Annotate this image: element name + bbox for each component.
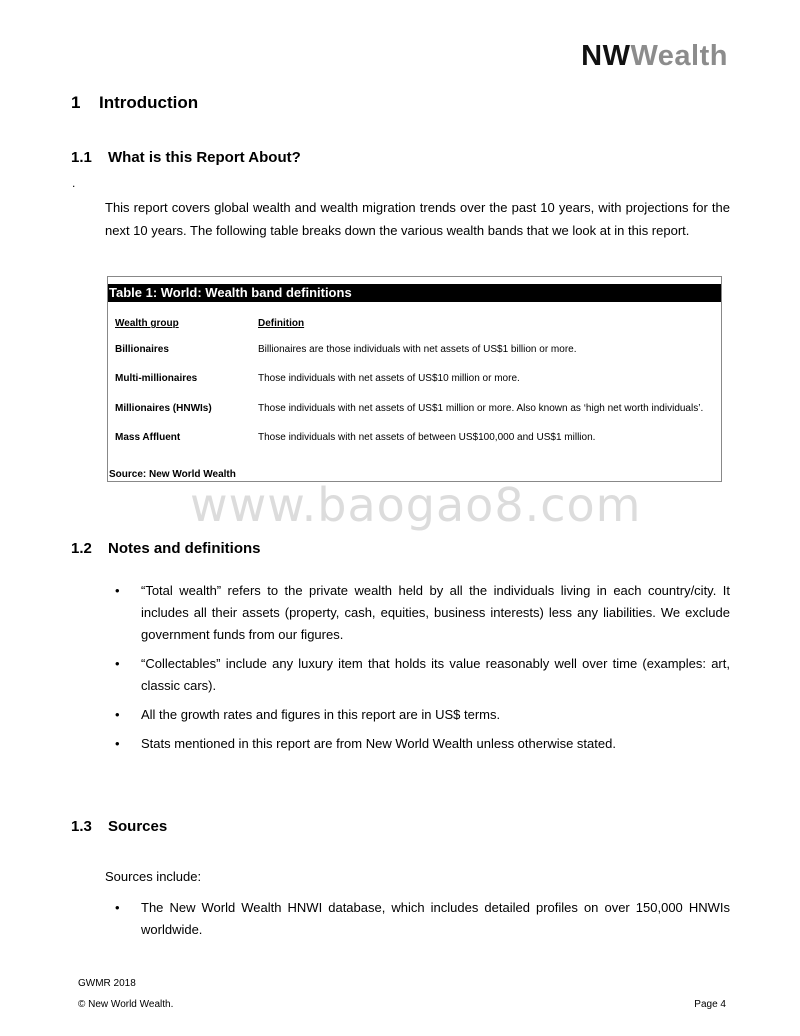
section-1-heading bbox=[71, 93, 198, 113]
section-1-2-heading bbox=[71, 540, 261, 557]
table-title: Table 1: World: Wealth band definitions bbox=[108, 284, 721, 302]
list-item-text: The New World Wealth HNWI database, which includes detailed profiles on over 150,000 HNWIs worldwide. bbox=[141, 900, 730, 937]
row-definition: Billionaires are those individuals with net assets of US$1 billion or more. bbox=[258, 344, 577, 355]
list-item-text: “Collectables” include any luxury item that holds its value reasonably well over time (examples: art, classic cars). bbox=[141, 656, 730, 693]
section-1-3-heading bbox=[71, 818, 167, 835]
row-definition: Those individuals with net assets of US$10 million or more. bbox=[258, 373, 520, 384]
list-item bbox=[105, 653, 730, 697]
list-item bbox=[105, 580, 730, 646]
list-item bbox=[105, 704, 730, 726]
sources-bullet-list bbox=[105, 897, 730, 948]
logo-wealth-text: Wealth bbox=[630, 40, 728, 72]
bullet-icon: • bbox=[115, 583, 120, 598]
table-header-definition: Definition bbox=[258, 318, 305, 329]
bullet-icon: • bbox=[115, 736, 120, 751]
table-source: Source: New World Wealth bbox=[109, 469, 236, 480]
bullet-icon: • bbox=[115, 707, 120, 722]
row-group: Mass Affluent bbox=[115, 432, 181, 443]
list-item-text: All the growth rates and figures in this report are in US$ terms. bbox=[141, 707, 501, 722]
section-title: Notes and definitions bbox=[108, 540, 261, 557]
section-number: 1.1 bbox=[71, 149, 92, 166]
section-number: 1.3 bbox=[71, 818, 92, 835]
row-definition: Those individuals with net assets of between US$100,000 and US$1 million. bbox=[258, 432, 596, 443]
list-item-text: Stats mentioned in this report are from New World Wealth unless otherwise stated. bbox=[141, 736, 616, 751]
bullet-icon: • bbox=[115, 656, 120, 671]
logo-nw-text: NW bbox=[581, 40, 631, 72]
section-number: 1 bbox=[71, 93, 81, 112]
section-title: Sources bbox=[108, 818, 168, 835]
footer-copyright: © New World Wealth. bbox=[78, 999, 174, 1010]
intro-paragraph: This report covers global wealth and wealth migration trends over the past 10 years, with projections for the next 10 years. The following table breaks down the various wealth bands that we look at in this report. bbox=[105, 200, 730, 238]
company-logo bbox=[581, 40, 728, 73]
watermark: www.baogao8.com bbox=[190, 478, 642, 532]
table-header-group: Wealth group bbox=[115, 318, 179, 329]
row-group: Millionaires (HNWIs) bbox=[115, 403, 212, 414]
list-item bbox=[105, 733, 730, 755]
footer-doc-code: GWMR 2018 bbox=[78, 978, 136, 989]
bullet-icon: • bbox=[115, 900, 120, 915]
row-definition: Those individuals with net assets of US$1 million or more. Also known as ‘high net worth individuals’. bbox=[258, 403, 704, 414]
notes-bullet-list bbox=[105, 580, 730, 762]
stray-mark: . bbox=[72, 176, 76, 190]
section-number: 1.2 bbox=[71, 540, 92, 557]
sources-intro: Sources include: bbox=[105, 869, 202, 884]
section-title: Introduction bbox=[99, 93, 199, 112]
row-group: Multi-millionaires bbox=[115, 373, 198, 384]
section-1-1-heading bbox=[71, 149, 301, 166]
section-title: What is this Report About? bbox=[108, 149, 301, 166]
list-item-text: “Total wealth” refers to the private wealth held by all the individuals living in each country/city. It includes all their assets (property, cash, equities, business interests) less any liabilities. We exclude government funds from our figures. bbox=[141, 583, 730, 642]
wealth-band-table bbox=[107, 276, 722, 482]
footer-page-number: Page 4 bbox=[694, 999, 726, 1010]
row-group: Billionaires bbox=[115, 344, 169, 355]
list-item bbox=[105, 897, 730, 941]
